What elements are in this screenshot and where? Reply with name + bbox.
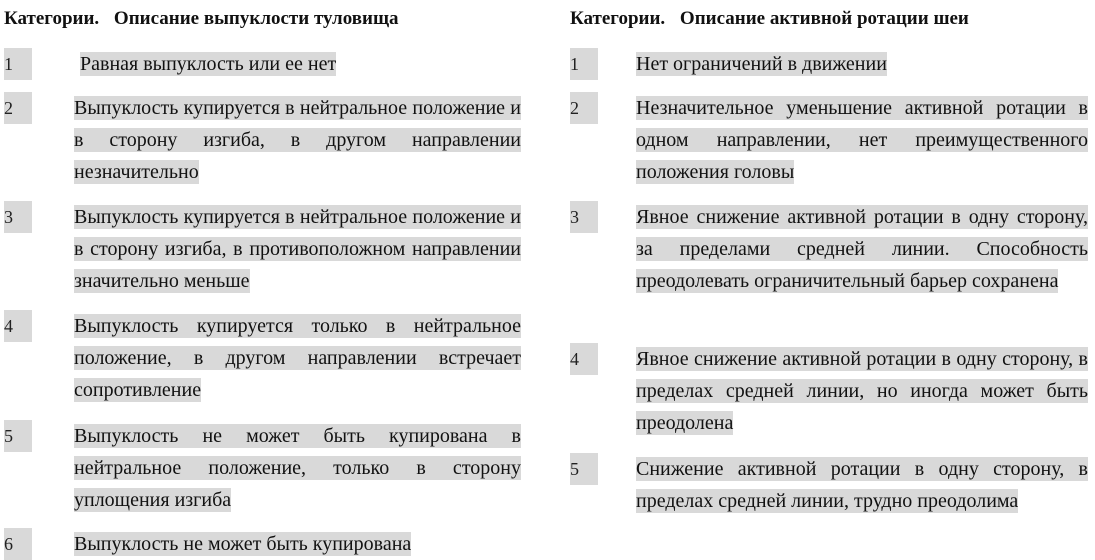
neck-header-description: Описание активной ротации шеи <box>679 8 969 29</box>
trunk-item-number: 2 <box>4 92 32 124</box>
trunk-item-text: Выпуклость купируется в нейтральное положение и в сторону изгиба, в противоположном направлении значительно меньше <box>74 206 521 292</box>
neck-item-number: 4 <box>570 343 598 375</box>
neck-item-text: Явное снижение активной ротации в одну сторону, за пределами средней линии. Способность преодолевать ограничительный барьер сохранена <box>636 206 1088 292</box>
neck-item-text: Снижение активной ротации в одну сторону, в пределах средней линии, трудно преодолима <box>636 458 1088 512</box>
neck-item-text: Незначительное уменьшение активной ротации в одном направлении, нет преимущественного положения головы <box>636 97 1088 183</box>
trunk-item-number: 5 <box>4 420 32 452</box>
neck-item-number: 2 <box>570 92 598 124</box>
neck-item-text: Явное снижение активной ротации в одну сторону, в пределах средней линии, но иногда может быть преодолена <box>636 348 1088 434</box>
trunk-item-text: Выпуклость купируется только в нейтральное положение, в другом направлении встречает сопротивление <box>74 315 521 401</box>
trunk-header-category: Категории. <box>4 8 100 29</box>
trunk-table-header <box>4 8 399 30</box>
neck-item-number: 5 <box>570 453 598 485</box>
neck-header-category: Категории. <box>570 8 666 29</box>
trunk-item-number: 6 <box>4 528 32 560</box>
trunk-item-text: Равная выпуклость или ее нет <box>80 53 337 75</box>
trunk-item-number: 3 <box>4 201 32 233</box>
trunk-item-text: Выпуклость не может быть купирована в нейтральное положение, только в сторону уплощения изгиба <box>74 425 521 511</box>
trunk-item-text: Выпуклость не может быть купирована <box>74 533 412 555</box>
trunk-item-number: 4 <box>4 310 32 342</box>
neck-item-number: 1 <box>570 48 598 80</box>
neck-item-number: 3 <box>570 201 598 233</box>
neck-item-text: Нет ограничений в движении <box>636 53 887 75</box>
trunk-header-description: Описание выпуклости туловища <box>113 8 399 29</box>
trunk-item-text: Выпуклость купируется в нейтральное положение и в сторону изгиба, в другом направлении незначительно <box>74 97 521 183</box>
neck-table-header <box>570 8 969 30</box>
trunk-item-number: 1 <box>4 48 32 80</box>
